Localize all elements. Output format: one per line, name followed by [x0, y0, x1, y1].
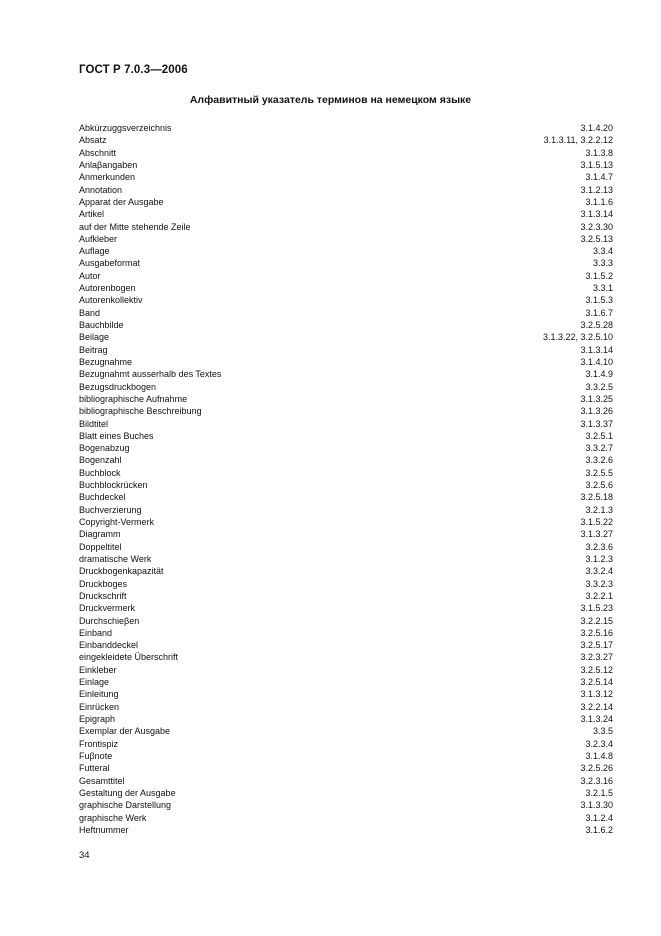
term-reference: 3.1.4.8	[585, 750, 613, 761]
term-entry	[79, 393, 613, 405]
term-label: Diagramm	[79, 529, 121, 540]
term-entry	[79, 233, 613, 245]
term-reference: 3.1.4.10	[580, 356, 613, 367]
term-reference: 3.2.3.6	[585, 541, 613, 552]
term-entry	[79, 319, 613, 331]
term-label: Copyright-Vermerk	[79, 517, 155, 527]
term-label: Heftnummer	[79, 824, 129, 835]
term-entry	[79, 528, 613, 540]
term-entry	[79, 541, 613, 553]
term-entry	[79, 208, 613, 220]
term-label: Druckschrift	[79, 590, 127, 601]
term-reference: 3.2.2.14	[580, 701, 613, 712]
term-reference: 3.3.4	[592, 246, 613, 257]
term-reference: 3.2.2.15	[580, 615, 613, 626]
term-entry	[79, 799, 613, 811]
term-entry	[79, 664, 613, 676]
term-entry	[79, 147, 613, 159]
term-label: Bauchbilde	[79, 320, 124, 330]
term-entry	[79, 184, 613, 196]
term-reference: 3.2.5.26	[580, 763, 613, 774]
term-entry	[79, 639, 613, 651]
term-reference: 3.1.3.22, 3.2.5.10	[542, 332, 613, 343]
term-reference: 3.1.5.22	[580, 517, 613, 527]
term-reference: 3.1.3.25	[580, 393, 613, 404]
term-reference: 3.2.5.28	[580, 320, 613, 330]
term-entry	[79, 688, 613, 700]
term-entry	[79, 812, 613, 824]
term-reference: 3.1.2.4	[585, 812, 613, 823]
term-entry	[79, 368, 613, 380]
term-reference: 3.2.5.12	[580, 664, 613, 675]
term-entry	[79, 344, 613, 356]
term-label: Einleitung	[79, 689, 119, 700]
term-entry	[79, 553, 613, 565]
term-label: Einbanddeckel	[79, 640, 139, 651]
term-entry	[79, 307, 613, 319]
term-label: Buchdeckel	[79, 492, 126, 503]
term-label: Anlaβangaben	[79, 159, 138, 170]
term-label: Bogenzahl	[79, 455, 122, 466]
term-entry	[79, 159, 613, 171]
term-entry	[79, 331, 613, 343]
term-reference: 3.2.3.4	[585, 738, 613, 749]
term-label: Abkürzuggsverzeichnis	[79, 123, 172, 133]
term-entry	[79, 221, 613, 233]
term-entry	[79, 405, 613, 417]
page-number: 34	[79, 850, 90, 861]
term-label: Artikel	[79, 209, 105, 220]
term-entry	[79, 565, 613, 577]
term-reference: 3.1.3.11, 3.2.2.12	[543, 135, 613, 146]
term-reference: 3.2.5.16	[580, 627, 613, 638]
term-label: Doppeltitel	[79, 541, 122, 552]
term-label: Gestaltung der Ausgabe	[79, 787, 176, 798]
term-reference: 3.1.3.26	[580, 406, 613, 417]
term-entry	[79, 245, 613, 257]
term-reference: 3.3.2.3	[585, 578, 613, 589]
term-entry	[79, 676, 613, 688]
term-reference: 3.3.2.4	[585, 566, 613, 577]
term-entry	[79, 750, 613, 762]
term-label: Futteral	[79, 763, 110, 774]
term-entry	[79, 824, 613, 836]
term-reference: 3.1.3.30	[580, 800, 613, 811]
term-entry	[79, 418, 613, 430]
term-label: Blatt eines Buches	[79, 430, 154, 441]
term-reference: 3.2.5.13	[580, 233, 613, 244]
term-reference: 3.3.2.6	[585, 455, 613, 466]
term-reference: 3.2.5.5	[585, 467, 613, 478]
term-label: Einlage	[79, 677, 110, 688]
document-header: ГОСТ Р 7.0.3—2006	[79, 64, 188, 76]
term-label: Bezugnahmt ausserhalb des Textes	[79, 369, 222, 380]
term-label: Buchblock	[79, 467, 121, 478]
term-label: Apparat der Ausgabe	[79, 196, 164, 207]
term-label: Exemplar der Ausgabe	[79, 726, 171, 737]
term-entry	[79, 479, 613, 491]
term-entry	[79, 381, 613, 393]
term-entry	[79, 122, 613, 134]
term-label: dramatische Werk	[79, 553, 152, 564]
term-reference: 3.2.5.18	[580, 492, 613, 503]
term-label: Druckbogenkapazität	[79, 566, 164, 577]
term-reference: 3.1.1.6	[585, 196, 613, 207]
term-reference: 3.1.3.24	[580, 714, 613, 724]
term-label: Ausgabeformat	[79, 258, 141, 269]
term-reference: 3.1.3.14	[580, 344, 613, 355]
term-label: Beitrag	[79, 344, 108, 355]
term-reference: 3.3.3	[592, 258, 613, 269]
term-label: Absatz	[79, 135, 107, 146]
term-label: bibliographische Aufnahme	[79, 393, 188, 404]
term-label: Aufkleber	[79, 233, 118, 244]
term-label: graphische Werk	[79, 812, 147, 823]
term-label: bibliographische Beschreibung	[79, 406, 202, 417]
term-entry	[79, 196, 613, 208]
term-entry	[79, 504, 613, 516]
term-reference: 3.1.3.27	[580, 529, 613, 540]
term-entry	[79, 491, 613, 503]
term-label: Durchschieβen	[79, 615, 140, 626]
term-entry	[79, 787, 613, 799]
term-reference: 3.1.3.12	[580, 689, 613, 700]
term-label: Beilage	[79, 332, 110, 343]
term-reference: 3.1.6.7	[585, 307, 613, 318]
term-label: Gesamttitel	[79, 775, 125, 786]
term-label: Abschnitt	[79, 147, 117, 158]
term-reference: 3.1.6.2	[585, 824, 613, 835]
term-label: Druckvermerk	[79, 603, 136, 614]
term-entry	[79, 257, 613, 269]
term-entry	[79, 171, 613, 183]
term-label: Autor	[79, 270, 101, 281]
term-reference: 3.1.2.3	[585, 553, 613, 564]
term-label: Buchverzierung	[79, 504, 142, 515]
term-reference: 3.3.2.5	[585, 381, 613, 392]
term-label: auf der Mitte stehende Zeile	[79, 221, 191, 232]
term-reference: 3.2.5.17	[580, 640, 613, 651]
term-reference: 3.1.3.14	[580, 209, 613, 220]
term-entry	[79, 602, 613, 614]
term-entry	[79, 270, 613, 282]
term-reference: 3.2.1.3	[585, 504, 613, 515]
term-label: Einrücken	[79, 701, 120, 712]
term-label: Band	[79, 307, 101, 318]
term-reference: 3.3.5	[592, 726, 613, 737]
term-label: Epigraph	[79, 714, 116, 724]
term-label: Autorenbogen	[79, 283, 136, 294]
term-label: Anmerkunden	[79, 172, 136, 183]
term-reference: 3.1.2.13	[580, 184, 613, 195]
term-label: Einband	[79, 627, 113, 638]
term-entry	[79, 282, 613, 294]
term-label: Bildtitel	[79, 418, 109, 429]
term-entry	[79, 578, 613, 590]
term-label: Einkleber	[79, 664, 117, 675]
term-reference: 3.1.5.23	[580, 603, 613, 614]
term-label: Druckboges	[79, 578, 128, 589]
term-reference: 3.3.2.7	[585, 443, 613, 454]
term-entry	[79, 590, 613, 602]
term-label: Bogenabzug	[79, 443, 130, 454]
term-entry	[79, 442, 613, 454]
term-reference: 3.1.4.9	[585, 369, 613, 380]
term-reference: 3.2.5.1	[585, 430, 613, 441]
term-entry	[79, 467, 613, 479]
term-index-list	[79, 122, 613, 836]
term-entry	[79, 294, 613, 306]
term-reference: 3.1.3.8	[585, 147, 613, 158]
term-label: Bezugsdruckbogen	[79, 381, 157, 392]
term-entry	[79, 615, 613, 627]
term-label: graphische Darstellung	[79, 800, 172, 811]
term-reference: 3.2.3.16	[580, 775, 613, 786]
term-reference: 3.2.5.6	[585, 480, 613, 491]
term-reference: 3.1.4.20	[580, 123, 613, 133]
term-entry	[79, 134, 613, 146]
term-entry	[79, 627, 613, 639]
page-title: Алфавитный указатель терминов на немецком языке	[189, 94, 472, 106]
term-entry	[79, 516, 613, 528]
term-reference: 3.2.5.14	[580, 677, 613, 688]
term-reference: 3.2.3.27	[580, 652, 613, 663]
term-entry	[79, 430, 613, 442]
term-entry	[79, 454, 613, 466]
term-label: Buchblockrücken	[79, 480, 148, 491]
term-entry	[79, 738, 613, 750]
term-reference: 3.1.5.2	[585, 270, 613, 281]
term-label: Autorenkollektiv	[79, 295, 143, 306]
term-entry	[79, 775, 613, 787]
term-reference: 3.1.3.37	[580, 418, 613, 429]
term-label: Annotation	[79, 184, 123, 195]
term-entry	[79, 356, 613, 368]
term-label: Auflage	[79, 246, 110, 257]
term-label: Bezugnahme	[79, 356, 133, 367]
term-reference: 3.2.2.1	[585, 590, 613, 601]
term-reference: 3.3.1	[592, 283, 613, 294]
term-reference: 3.1.5.3	[585, 295, 613, 306]
term-entry	[79, 762, 613, 774]
term-label: eingekleidete Überschrift	[79, 652, 179, 663]
term-entry	[79, 713, 613, 725]
term-label: Frontispiz	[79, 738, 119, 749]
term-reference: 3.2.1.5	[585, 787, 613, 798]
term-entry	[79, 725, 613, 737]
term-entry	[79, 651, 613, 663]
term-reference: 3.1.4.7	[585, 172, 613, 183]
term-entry	[79, 701, 613, 713]
term-label: Fuβnote	[79, 750, 113, 761]
term-reference: 3.2.3.30	[580, 221, 613, 232]
term-reference: 3.1.5.13	[580, 159, 613, 170]
